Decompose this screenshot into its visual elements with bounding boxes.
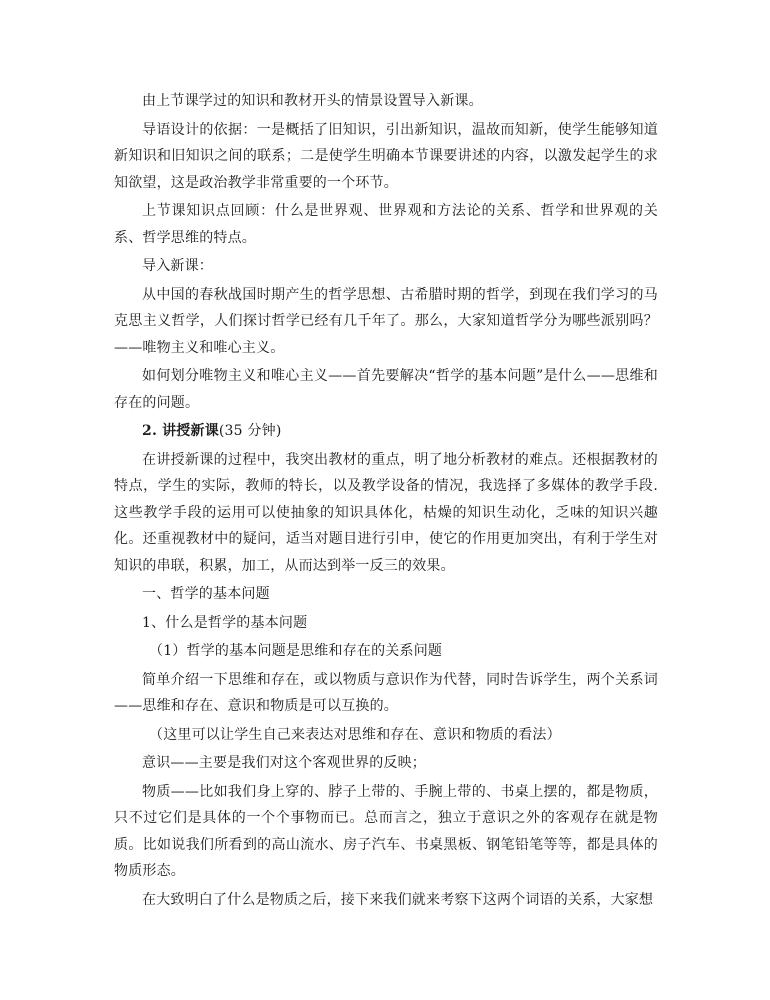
paragraph-intro: 由上节课学过的知识和教材开头的情景设置导入新课。 xyxy=(142,93,483,109)
paragraph-introduce-terms: 简单介绍一下思维和存在，或以物质与意识作为代替，同时告诉学生，两个关系词——思维和存在、意识和物质是可以互换的。 xyxy=(114,671,658,714)
paragraph-lead-basis: 导语设计的依据：一是概括了旧知识，引出新知识，温故而知新，使学生能够知道新知识和旧知识之间的联系；二是使学生明确本节课要讲述的内容，以激发起学生的求知欲望，这是政治教学非常重要的一个环节。 xyxy=(114,121,658,191)
section-heading-duration: (35 分钟) xyxy=(218,423,282,439)
heading-basic-problem: 一、哲学的基本问题 xyxy=(142,586,270,602)
paragraph-consciousness: 意识——主要是我们对这个客观世界的反映； xyxy=(142,755,426,771)
subheading-what-is-basic-problem: 1、什么是哲学的基本问题 xyxy=(142,614,308,631)
section-heading-teaching xyxy=(114,418,658,445)
paragraph-philosophy-history: 从中国的春秋战国时期产生的哲学思想、古希腊时期的哲学，到现在我们学习的马克思主义哲学，人们探讨哲学已经有几千年了。那么，大家知道哲学分为哪些派别吗？——唯物主义和唯心主义。 xyxy=(114,286,658,356)
paragraph-student-activity: （这里可以让学生自己来表达对思维和存在、意识和物质的看法） xyxy=(149,726,561,743)
paragraph-new-lesson-label: 导入新课： xyxy=(142,258,213,274)
point-thinking-existence: （1）哲学的基本问题是思维和存在的关系问题 xyxy=(149,643,443,659)
paragraph-how-to-divide: 如何划分唯物主义和唯心主义——首先要解决“哲学的基本问题”是什么——思维和存在的问题。 xyxy=(114,368,658,411)
paragraph-review: 上节课知识点回顾：什么是世界观、世界观和方法论的关系、哲学和世界观的关系、哲学思维的特点。 xyxy=(114,203,658,246)
section-heading-label: 2. 讲授新课 xyxy=(142,423,219,439)
paragraph-relationship: 在大致明白了什么是物质之后，接下来我们就来考察下这两个词语的关系，大家想 xyxy=(142,891,654,908)
paragraph-teaching-method: 在讲授新课的过程中，我突出教材的重点，明了地分析教材的难点。还根据教材的特点，学生的实际，教师的特长，以及教学设备的情况，我选择了多媒体的教学手段.这些教学手段的运用可以使抽象的知识具体化，枯燥的知识生动化，乏味的知识兴趣化。还重视教材中的疑问，适当对题目进行引申，使它的作用更加突出，有利于学生对知识的串联，积累，加工，从而达到举一反三的效果。 xyxy=(114,451,658,574)
paragraph-matter: 物质——比如我们身上穿的、脖子上带的、手腕上带的、书桌上摆的，都是物质，只不过它们是具体的一个个事物而已。总而言之，独立于意识之外的客观存在就是物质。比如说我们所看到的高山流水、房子汽车、书桌黑板、钢笔铅笔等等，都是具体的物质形态。 xyxy=(114,783,658,879)
document-body xyxy=(114,88,658,913)
